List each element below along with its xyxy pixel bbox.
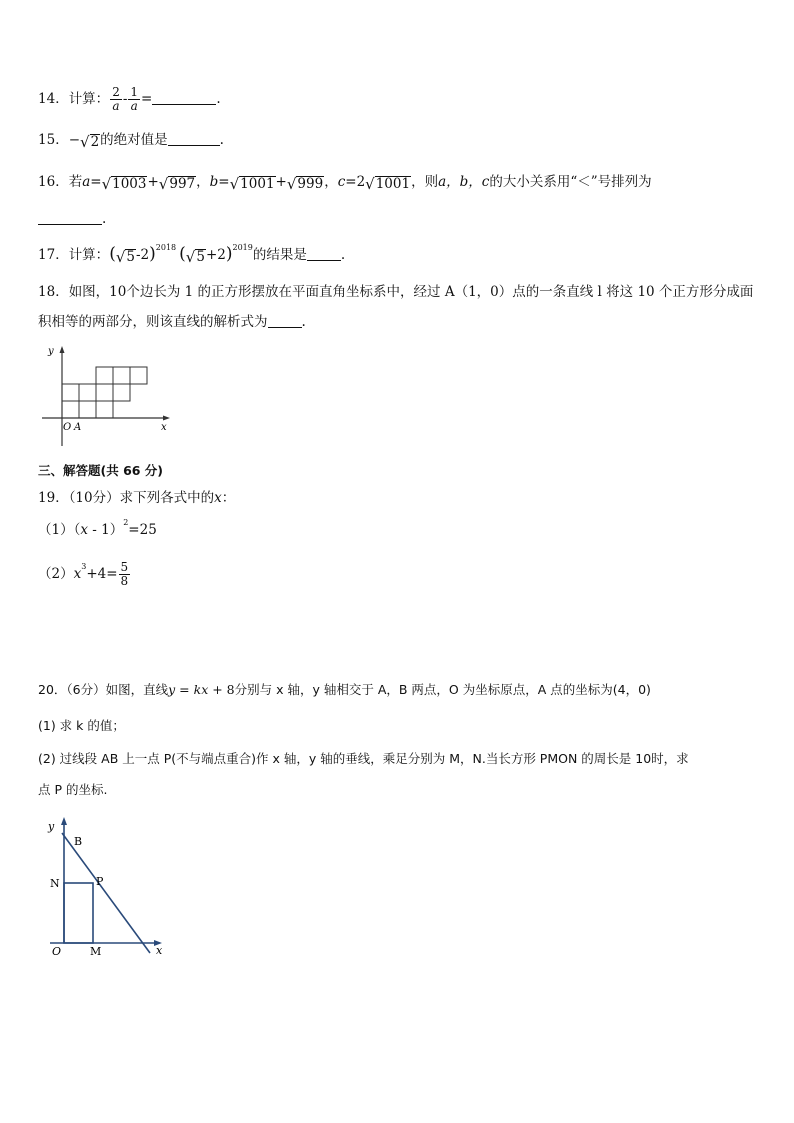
- y-axis-arrow: [61, 817, 67, 825]
- sqrt-999: [287, 176, 324, 192]
- sqrt-2: [80, 134, 100, 150]
- point-b-label: B: [74, 835, 83, 848]
- comma: ，: [196, 174, 210, 190]
- answer-blank: [268, 313, 302, 328]
- question-number: 16: [38, 174, 56, 190]
- expression: +4=: [86, 566, 118, 582]
- radical-sign: √: [365, 175, 375, 193]
- constant: + 8: [208, 682, 235, 697]
- score: （6分）: [66, 682, 106, 697]
- exponent: 2019: [232, 243, 253, 252]
- square: [113, 384, 130, 401]
- numerator: 1: [130, 85, 139, 99]
- open-paren: (: [179, 244, 186, 264]
- period: .: [219, 132, 224, 148]
- period: .: [340, 247, 346, 263]
- var-x: x: [214, 490, 222, 506]
- square: [96, 401, 113, 418]
- numerator: 2: [112, 85, 120, 99]
- equals-sign: =: [345, 174, 357, 190]
- equals-sign: =: [218, 174, 230, 190]
- minus-sign: −: [68, 132, 80, 148]
- period: .: [216, 91, 221, 107]
- square: [130, 367, 147, 384]
- question-text: 的结果是: [252, 247, 307, 263]
- radicand: 999: [297, 176, 324, 192]
- equals-sign: =: [90, 174, 102, 190]
- question-label: 计算：: [68, 91, 110, 107]
- plus-sign: +: [275, 174, 287, 190]
- comma: ，: [411, 174, 425, 190]
- section-title: 三、解答题(共 66 分): [38, 463, 164, 478]
- question-text: 的绝对值是: [100, 132, 168, 148]
- denominator: a: [130, 99, 138, 113]
- x-axis-arrow: [163, 416, 170, 421]
- question-19-part-2: [38, 560, 131, 588]
- line-rectangle-figure: [44, 815, 174, 960]
- radicand: 2: [90, 134, 100, 150]
- var-a: a: [82, 174, 91, 190]
- plus-sign: +: [147, 174, 159, 190]
- sqrt-5: [186, 249, 206, 265]
- denominator: 8: [120, 574, 129, 588]
- var-x: x: [73, 566, 82, 582]
- question-19-part-1: [38, 520, 157, 540]
- question-number: 19: [38, 490, 56, 506]
- radicand: 5: [126, 249, 135, 265]
- radicand: 5: [196, 249, 205, 265]
- radicand: 1001: [375, 176, 411, 192]
- y-label: y: [48, 820, 55, 833]
- origin-label: O: [63, 422, 72, 433]
- question-14: 14．计算： $\frac{2}{a}$ - $\frac{1}{a}$ = .: [38, 85, 221, 113]
- expression: - 1）: [87, 522, 124, 538]
- radical-sign: √: [229, 175, 240, 193]
- square: [62, 401, 79, 418]
- point-a-label: A: [74, 422, 82, 433]
- sqrt-997: [159, 176, 196, 192]
- close-paren: ): [225, 244, 233, 264]
- question-number: 18: [38, 284, 56, 300]
- radicand: 997: [169, 176, 196, 192]
- comma: ，: [324, 174, 338, 190]
- exponent: 2018: [155, 243, 177, 252]
- point-m-label: M: [90, 945, 102, 958]
- fraction-5-over-8: [119, 561, 131, 588]
- fraction-1-over-a: [128, 86, 140, 113]
- question-20: 20．（6分）如图，直线y = kx + 8分别与 x 轴，y 轴相交于 A，B 两点，O 为坐标原点，A 点的坐标为(4，0): [38, 682, 651, 697]
- var-b: b: [209, 174, 219, 190]
- sqrt-1003: [102, 176, 148, 192]
- question-20-part-2-line-1: (2) 过线段 AB 上一点 P(不与端点重合)作 x 轴，y 轴的垂线，乘足分别为 M，N.当长方形 PMON 的周长是 10时，求: [38, 751, 689, 766]
- question-16-answer-line: [38, 209, 106, 229]
- question-text: 如图，直线: [105, 682, 169, 697]
- question-20-part-1: (1) 求 k 的值；: [38, 718, 125, 733]
- question-text: 积相等的两部分，则该直线的解析式为: [38, 314, 268, 330]
- question-text: 则: [424, 174, 439, 190]
- var-c: c: [481, 174, 490, 190]
- question-16: 16．若a= √ 1003 + √ 997 ，b= √ 1001 + √ 999 ，c=2 √ 1001 ，则a，b，c的大小关系用“＜”号排列为: [38, 174, 652, 193]
- period: .: [301, 314, 306, 330]
- square: [113, 367, 130, 384]
- answer-blank: [307, 246, 341, 261]
- question-number: 15: [38, 132, 56, 148]
- var-c: c: [337, 174, 346, 190]
- point-n-label: N: [50, 877, 60, 890]
- plus-two: +2: [205, 247, 226, 263]
- part-label: （2）: [38, 566, 74, 582]
- x-label: x: [161, 422, 167, 433]
- square: [79, 384, 96, 401]
- question-number: 14: [38, 91, 56, 107]
- question-15: 15．− √ 2 的绝对值是 .: [38, 132, 224, 151]
- close-paren: ): [149, 244, 156, 264]
- open-paren: （: [73, 522, 81, 538]
- answer-blank: [152, 90, 216, 105]
- radical-sign: √: [101, 175, 112, 193]
- question-20-part-2-line-2: 点 P 的坐标.: [38, 782, 108, 797]
- question-number: 17: [38, 247, 56, 263]
- sqrt-1001: [230, 176, 276, 192]
- minus-sign: -: [122, 91, 128, 107]
- radical-sign: √: [286, 175, 297, 193]
- exponent: 2: [123, 518, 129, 527]
- var-b: b，: [459, 174, 482, 190]
- question-text: 分别与 x 轴，y 轴相交于 A，B 两点，O 为坐标原点，A 点的坐标为(4，0): [234, 682, 651, 697]
- radical-sign: √: [185, 248, 196, 266]
- radical-sign: √: [80, 133, 90, 151]
- var-a: a，: [438, 174, 460, 190]
- question-text: 如图，10个边长为 1 的正方形摆放在平面直角坐标系中，经过 A（1，0）点的一条直线 l 将这 10 个正方形分成面: [68, 284, 754, 300]
- exponent: 3: [81, 562, 87, 571]
- var-y: y: [168, 682, 176, 697]
- question-label: 计算：: [68, 247, 110, 263]
- expression: =25: [128, 522, 157, 538]
- numerator: 5: [120, 560, 129, 574]
- radicand: 1001: [240, 176, 275, 192]
- denominator: a: [112, 99, 120, 113]
- fraction-2-over-a: [110, 86, 122, 113]
- period: .: [102, 211, 107, 227]
- y-label: y: [48, 346, 54, 357]
- line-ab: [62, 833, 150, 953]
- radical-sign: √: [115, 248, 126, 266]
- sqrt-1001: [365, 176, 411, 192]
- question-text: 若: [68, 174, 83, 190]
- var-kx: kx: [193, 682, 209, 697]
- rectangle-pmon: [64, 883, 93, 943]
- question-18-line-1: 18．如图，10个边长为 1 的正方形摆放在平面直角坐标系中，经过 A（1，0）点的一条直线 l 将这 10 个正方形分成面: [38, 284, 754, 300]
- answer-blank: [38, 210, 102, 225]
- question-18-line-2: [38, 312, 306, 332]
- var-x: x: [80, 522, 88, 538]
- question-text: 求下列各式中的: [119, 490, 215, 506]
- x-label: x: [156, 944, 163, 957]
- square: [62, 384, 79, 401]
- question-number: 20: [38, 682, 54, 697]
- equals-sign: =: [175, 682, 194, 697]
- part-label: （1）: [38, 522, 74, 538]
- square: [79, 401, 96, 418]
- colon: ：: [221, 490, 236, 506]
- y-axis-arrow: [60, 346, 65, 353]
- open-paren: (: [109, 244, 116, 264]
- square: [96, 384, 113, 401]
- origin-label: O: [52, 945, 62, 958]
- sqrt-5: [116, 249, 136, 265]
- square: [96, 367, 113, 384]
- question-19: 19．（10分）求下列各式中的x：: [38, 490, 236, 506]
- coefficient: 2: [356, 174, 366, 190]
- question-text: 的大小关系用“＜”号排列为: [489, 174, 652, 190]
- point-p-label: P: [96, 875, 104, 888]
- squares-figure: [40, 344, 180, 450]
- answer-blank: [168, 131, 220, 146]
- score: （10分）: [68, 490, 120, 506]
- unit-squares: [62, 367, 147, 418]
- equals-sign: =: [141, 91, 153, 107]
- radicand: 1003: [112, 176, 147, 192]
- question-17: 17．计算：( √ 5 -2)$^{2018}$ ( √ 5 +2)$^{2019}$的结果是 .: [38, 243, 346, 266]
- radical-sign: √: [158, 175, 169, 193]
- minus-two: -2: [135, 247, 150, 263]
